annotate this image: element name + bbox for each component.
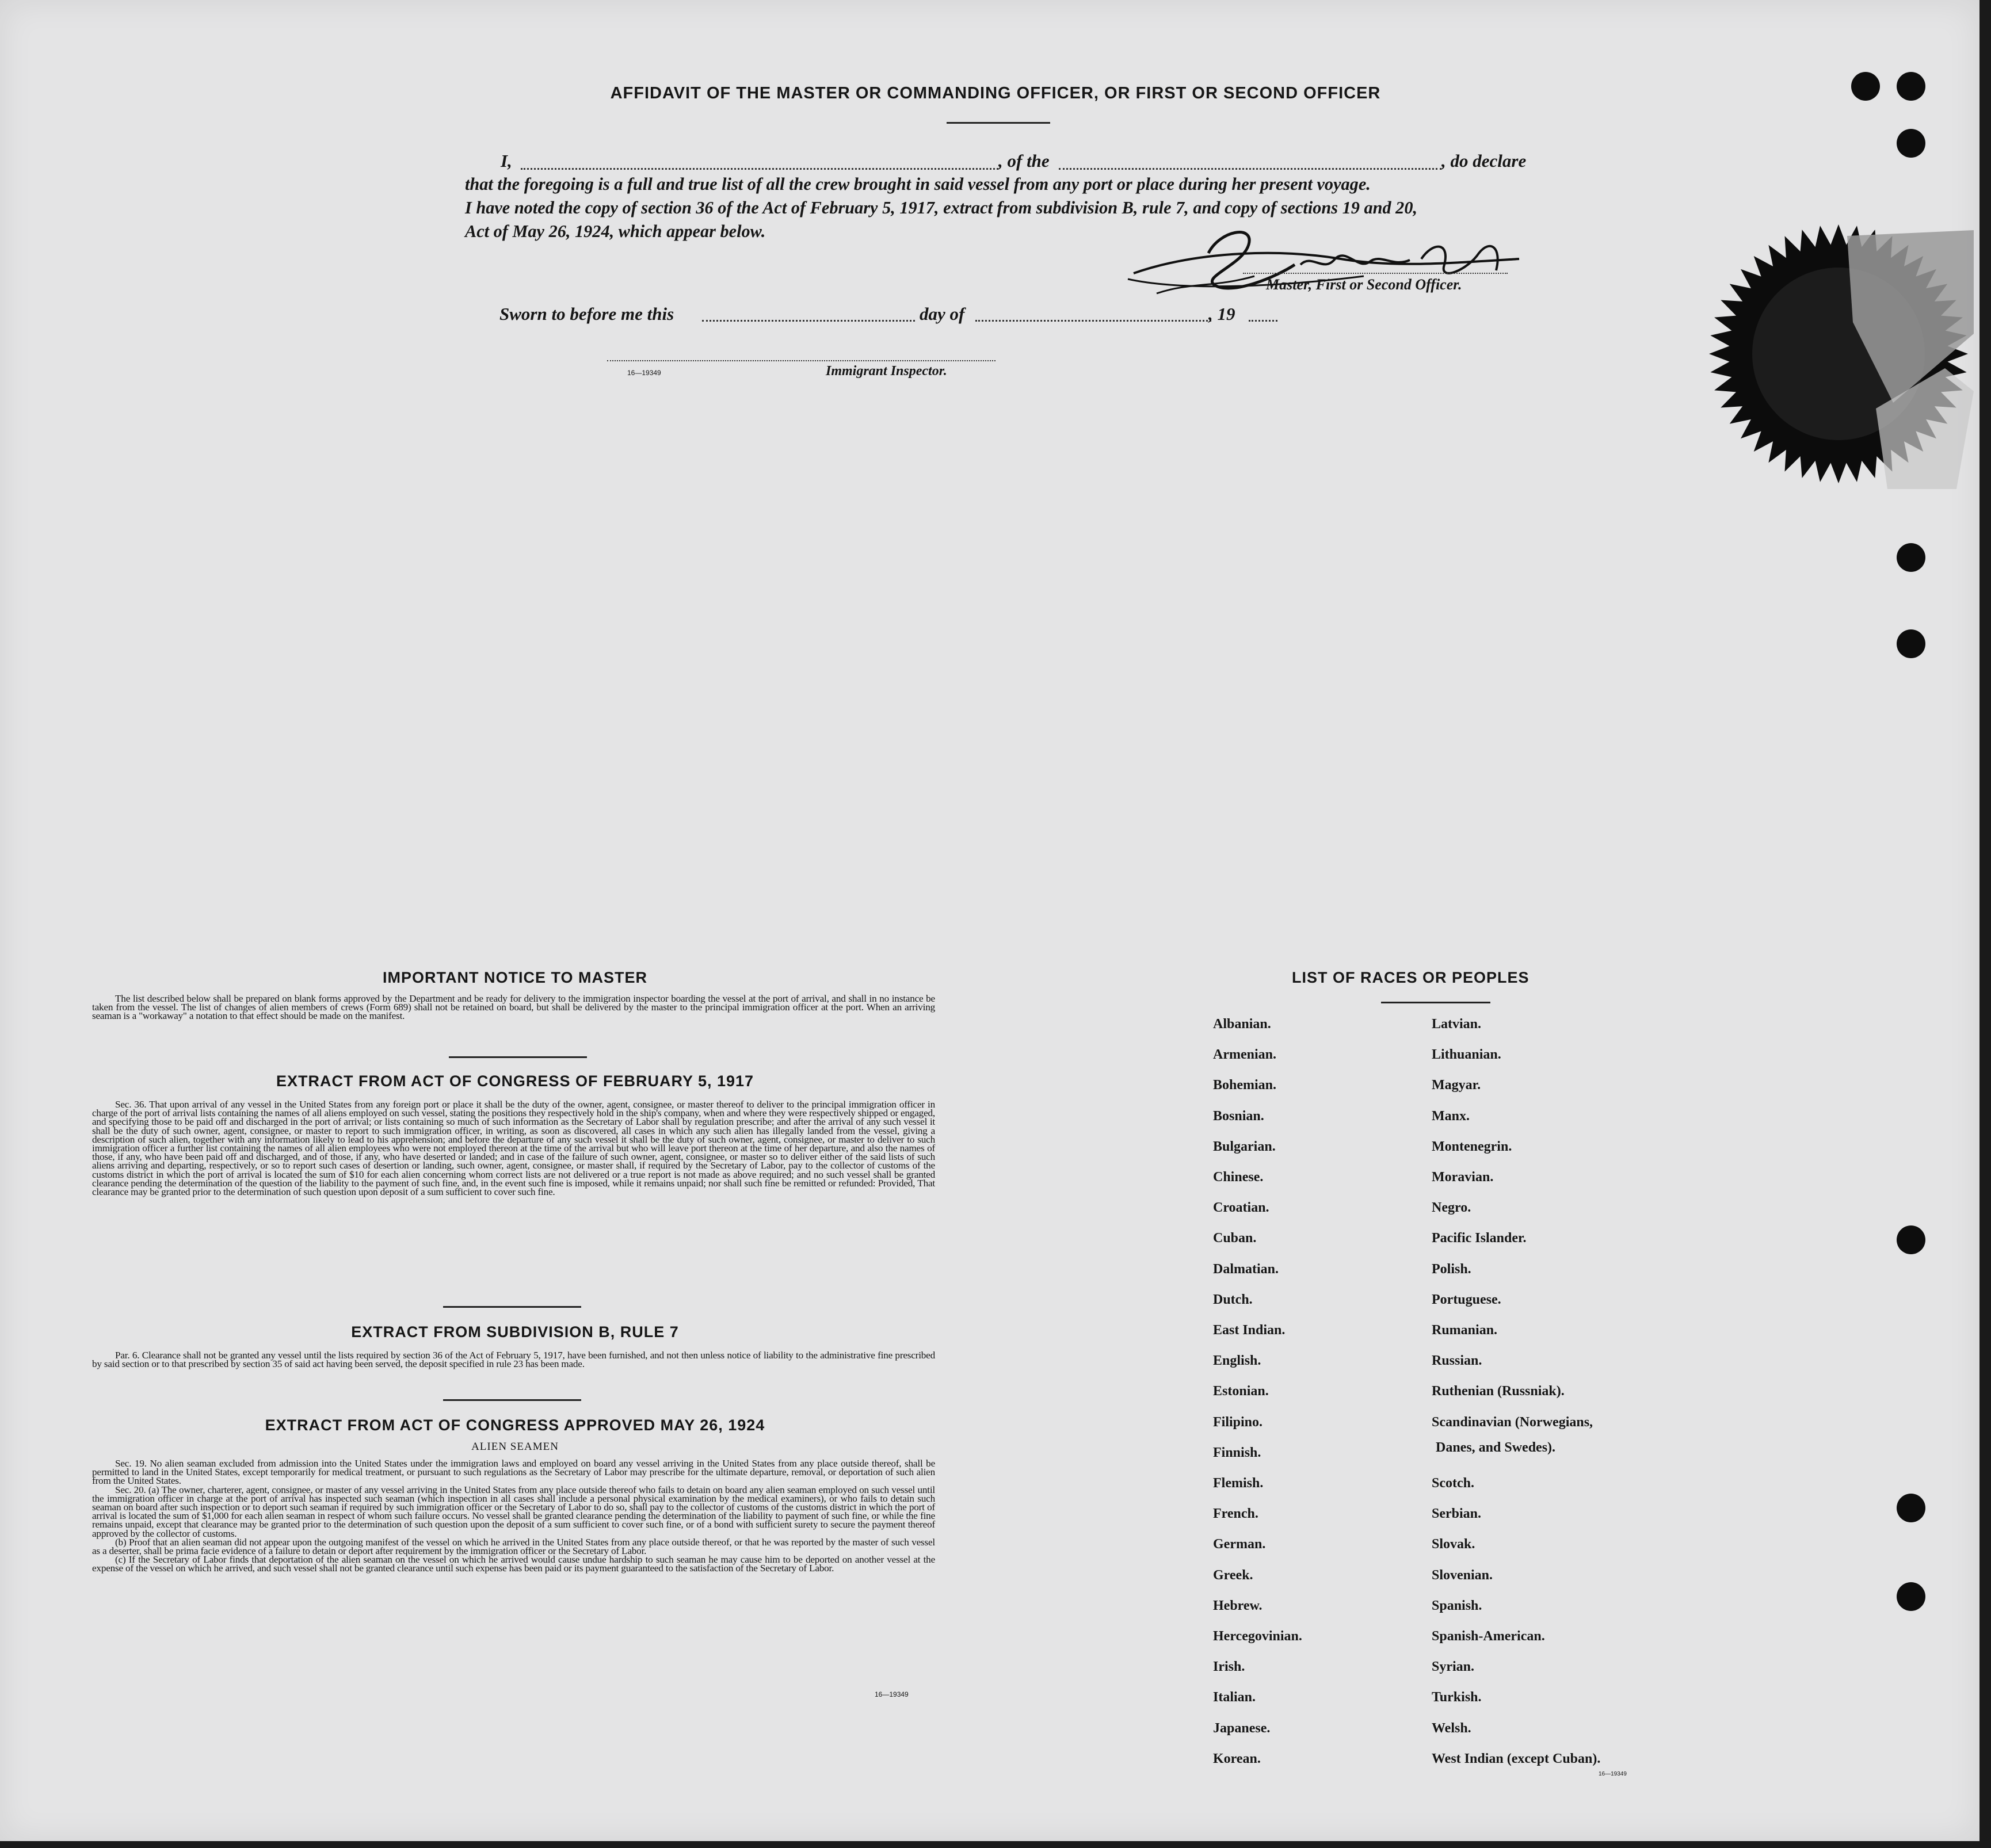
race-item: English. <box>1213 1353 1261 1369</box>
punch-hole <box>1851 72 1880 101</box>
divider <box>443 1399 581 1401</box>
race-item: Serbian. <box>1432 1506 1482 1522</box>
race-item: Italian. <box>1213 1690 1256 1705</box>
race-item: Scotch. <box>1432 1476 1474 1491</box>
extract-form-number: 16—19349 <box>875 1690 909 1698</box>
affidavit-line-4: Act of May 26, 1924, which appear below. <box>465 222 766 241</box>
affidavit-line-2: that the foregoing is a full and true list of all the crew brought in said vessel from any port or place during her present voyage. <box>465 174 1371 194</box>
race-item: Montenegrin. <box>1432 1139 1512 1154</box>
punch-hole <box>1897 543 1925 572</box>
race-item: Croatian. <box>1213 1200 1269 1216</box>
race-item: Pacific Islander. <box>1432 1231 1527 1246</box>
race-item: Russian. <box>1432 1353 1482 1369</box>
affidavit-title: AFFIDAVIT OF THE MASTER OR COMMANDING OFFICER, OR FIRST OR SECOND OFFICER <box>610 84 1381 102</box>
race-item: Scandinavian (Norwegians, <box>1432 1414 1593 1430</box>
sworn-day-field[interactable] <box>702 320 915 322</box>
race-item: Ruthenian (Russniak). <box>1432 1384 1565 1399</box>
race-item: Welsh. <box>1432 1720 1471 1736</box>
name-field[interactable] <box>521 168 998 170</box>
race-item: Moravian. <box>1432 1170 1494 1185</box>
race-item: Slovak. <box>1432 1537 1475 1552</box>
vessel-field[interactable] <box>1059 168 1441 170</box>
race-item: Negro. <box>1432 1200 1471 1216</box>
punch-hole <box>1897 1582 1925 1611</box>
race-item: Armenian. <box>1213 1047 1276 1063</box>
extract-1917-title: EXTRACT FROM ACT OF CONGRESS OF FEBRUARY 5, 1917 <box>276 1072 754 1090</box>
sec-20b-paragraph: (b) Proof that an alien seaman did not appear upon the outgoing manifest of the vessel on which he arrived in the United States from any place outside thereof, or that he was reported by the master of such vessel as a deserter, shall be prima facie evidence of a failure to detain or deport after requirement by the immigration officer or the Secretary of Labor. <box>92 1536 935 1557</box>
race-item: West Indian (except Cuban). <box>1432 1751 1601 1766</box>
alien-seamen-subtitle: ALIEN SEAMEN <box>471 1441 559 1453</box>
race-item: East Indian. <box>1213 1323 1286 1338</box>
race-item: Bulgarian. <box>1213 1139 1276 1154</box>
punch-hole <box>1897 629 1925 658</box>
divider <box>443 1306 581 1308</box>
inspector-label: Immigrant Inspector. <box>826 364 947 379</box>
race-item: Turkish. <box>1432 1690 1482 1705</box>
race-item: Rumanian. <box>1432 1323 1498 1338</box>
race-item: Flemish. <box>1213 1476 1264 1491</box>
race-item: Syrian. <box>1432 1659 1475 1675</box>
race-item: Chinese. <box>1213 1170 1264 1185</box>
race-scandinavian-continued: Danes, and Swedes). <box>1436 1440 1556 1455</box>
race-item: Estonian. <box>1213 1384 1269 1399</box>
race-item: Hercegovinian. <box>1213 1629 1302 1644</box>
sworn-month-field[interactable] <box>975 320 1211 322</box>
race-item: Portuguese. <box>1432 1292 1501 1307</box>
title-rule <box>947 122 1050 124</box>
race-item: German. <box>1213 1537 1266 1552</box>
race-item: French. <box>1213 1506 1258 1522</box>
seal-image <box>1703 219 1974 489</box>
race-item: Spanish. <box>1432 1598 1482 1613</box>
sworn-label: Sworn to before me this <box>499 304 674 324</box>
race-item: Greek. <box>1213 1567 1253 1583</box>
race-item: Dutch. <box>1213 1292 1253 1307</box>
race-item: Bohemian. <box>1213 1078 1277 1093</box>
race-item: Cuban. <box>1213 1231 1257 1246</box>
master-label: Master, First or Second Officer. <box>1266 276 1462 293</box>
day-of-label: day of <box>920 304 965 324</box>
race-item: Polish. <box>1432 1261 1471 1277</box>
races-title: LIST OF RACES OR PEOPLES <box>1292 969 1530 986</box>
subdivision-body <box>92 1351 935 1368</box>
sec-19-paragraph: Sec. 19. No alien seaman excluded from admission into the United States under the immigration laws and employed on board any vessel arriving in the United States from any place outside thereof, shall be permitted to land in the United States, except temporarily for medical treatment, or pursuant to such regulations as the Secretary of Labor may prescribe for the ultimate departure, removal, or deportation of such alien from the United States. <box>92 1458 935 1487</box>
punch-hole <box>1897 72 1925 101</box>
sec-20a-paragraph: Sec. 20. (a) The owner, charterer, agent, consignee, or master of any vessel arriving in the United States from any place outside thereof who fails to detain on board any alien seaman employed on such vessel until the immigration officer in charge at the port of arrival has inspected such seaman (which inspection in all cases shall include a personal physical examination by the medical examiners), or who fails to detain such seaman on board after such inspection or to deport such seaman if required by such immigration officer or the Secretary of Labor to do so, shall pay to the collector of customs of the customs district in which the port of arrival is located the sum of $1,000 for each alien seaman in respect of whom such failure occurs. No vessel shall be granted clearance pending the determination of the liability to payment of such fine, or while the fine remains unpaid, except that clearance may be granted prior to the determination of such question upon the deposit of a sum sufficient to cover such fine, or of a bond with sufficient surety to secure the payment thereof approved by the collector of customs. <box>92 1484 935 1539</box>
sec-36-paragraph: Sec. 36. That upon arrival of any vessel in the United States from any foreign port or place it shall be the duty of the owner, agent, consignee, or master thereof to deliver to the principal immigration officer in charge of the port of arrival lists containing the names of all aliens employed on such vessel, stating the positions they respectively hold in the ship's company, when and where they were respectively shipped or engaged, and specifying those to be paid off and discharged in the port of arrival; or lists containing so much of such information as the Secretary of Labor shall by regulation prescribe; and after the arrival of any such vessel it shall be the duty of such owner, agent, consignee, or master to report to such immigration officer, in writing, as soon as discovered, all cases in which any such alien has illegally landed from the vessel, giving a description of such alien, together with any information likely to lead to his apprehension; and before the departure of any such vessel it shall be the duty of such owner, agent, consignee, or master to deliver to such immigration officer a further list containing the names of all alien employees who were not employed thereon at the time of the arrival but who will leave port thereon at the time of her departure, and also the names of those, if any, who have been paid off and discharged, and of those, if any, who have deserted or landed; and in case of the failure of such owner, agent, consignee, or master so to deliver either of the said lists of such aliens arriving and departing, respectively, or so to report such cases of desertion or landing, such owner, agent, consignee, or master shall, if required by the Secretary of Labor, pay to the collector of customs of the customs district in which the port of arrival is located the sum of $10 for each alien concerning whom correct lists are not delivered or a true report is not made as above required; and no such vessel shall be granted clearance pending the determination of the question of the liability to the payment of such fine, and, in the event such fine is imposed, while it remains unpaid; nor shall such fine be remitted or refunded: Provided, That clearance may be granted prior to the determination of such question upon deposit of a sum sufficient to cover such fine. <box>92 1099 935 1198</box>
races-form-number: 16—19349 <box>1599 1771 1627 1777</box>
affidavit-of-label: , of the <box>998 151 1050 171</box>
year-field[interactable] <box>1249 320 1277 322</box>
race-item: Albanian. <box>1213 1017 1271 1032</box>
race-item: Irish. <box>1213 1659 1245 1675</box>
race-item: Japanese. <box>1213 1720 1271 1736</box>
notice-body <box>92 994 935 1021</box>
par-6-paragraph: Par. 6. Clearance shall not be granted any vessel until the lists required by section 36 of the Act of February 5, 1917, have been furnished, and not then unless notice of liability to the administrative fine prescribed by said section or to that prescribed by section 35 of said act having been served, the deposit specified in rule 23 has been made. <box>92 1350 935 1370</box>
race-item: Slovenian. <box>1432 1567 1493 1583</box>
punch-hole <box>1897 1225 1925 1254</box>
master-signature-line <box>1243 273 1508 274</box>
race-item: Hebrew. <box>1213 1598 1263 1613</box>
extract-1917-body <box>92 1100 935 1196</box>
affidavit-declare-label: , do declare <box>1441 151 1527 171</box>
race-item: Spanish-American. <box>1432 1629 1545 1644</box>
race-item: Bosnian. <box>1213 1108 1264 1124</box>
race-item: Latvian. <box>1432 1017 1482 1032</box>
races-rule <box>1381 1002 1490 1003</box>
year-label: , 19 <box>1208 304 1235 324</box>
extract-1924-title: EXTRACT FROM ACT OF CONGRESS APPROVED MAY 26, 1924 <box>265 1416 765 1434</box>
sec-20c-paragraph: (c) If the Secretary of Labor finds that deportation of the alien seaman on the vessel on which he arrived would cause undue hardship to such seaman he may cause him to be deported on another vessel at the expense of the vessel on which he arrived, and such vessel shall not be granted clearance until such expense has been paid or its payment guaranteed to the satisfaction of the Secretary of Labor. <box>92 1554 935 1574</box>
affidavit-i-label: I, <box>501 151 512 171</box>
race-item: Finnish. <box>1213 1445 1261 1460</box>
race-item: Manx. <box>1432 1108 1470 1124</box>
extract-1924-body <box>92 1459 935 1573</box>
inspector-signature-line <box>607 360 996 361</box>
notice-paragraph: The list described below shall be prepared on blank forms approved by the Department and be ready for delivery to the immigration inspector boarding the vessel at the port of arrival, and shall in no instance be taken from the vessel. The list of changes of alien members of crews (Form 689) shall not be retained on board, but shall be delivered by the master to the principal immigration officer at the port. When an arriving seaman is a "workaway" a notation to that effect should be made on the manifest. <box>92 993 935 1022</box>
race-item: Lithuanian. <box>1432 1047 1501 1063</box>
affidavit-form-number: 16—19349 <box>627 369 661 377</box>
affidavit-line-3: I have noted the copy of section 36 of the Act of February 5, 1917, extract from subdivision B, rule 7, and copy of sections 19 and 20, <box>465 198 1418 217</box>
race-item: Filipino. <box>1213 1414 1263 1430</box>
race-item: Korean. <box>1213 1751 1261 1766</box>
divider <box>449 1056 587 1058</box>
punch-hole <box>1897 129 1925 158</box>
race-item: Dalmatian. <box>1213 1261 1279 1277</box>
punch-hole <box>1897 1494 1925 1522</box>
race-item: Magyar. <box>1432 1078 1481 1093</box>
subdivision-title: EXTRACT FROM SUBDIVISION B, RULE 7 <box>351 1323 679 1341</box>
notice-title: IMPORTANT NOTICE TO MASTER <box>383 969 647 986</box>
